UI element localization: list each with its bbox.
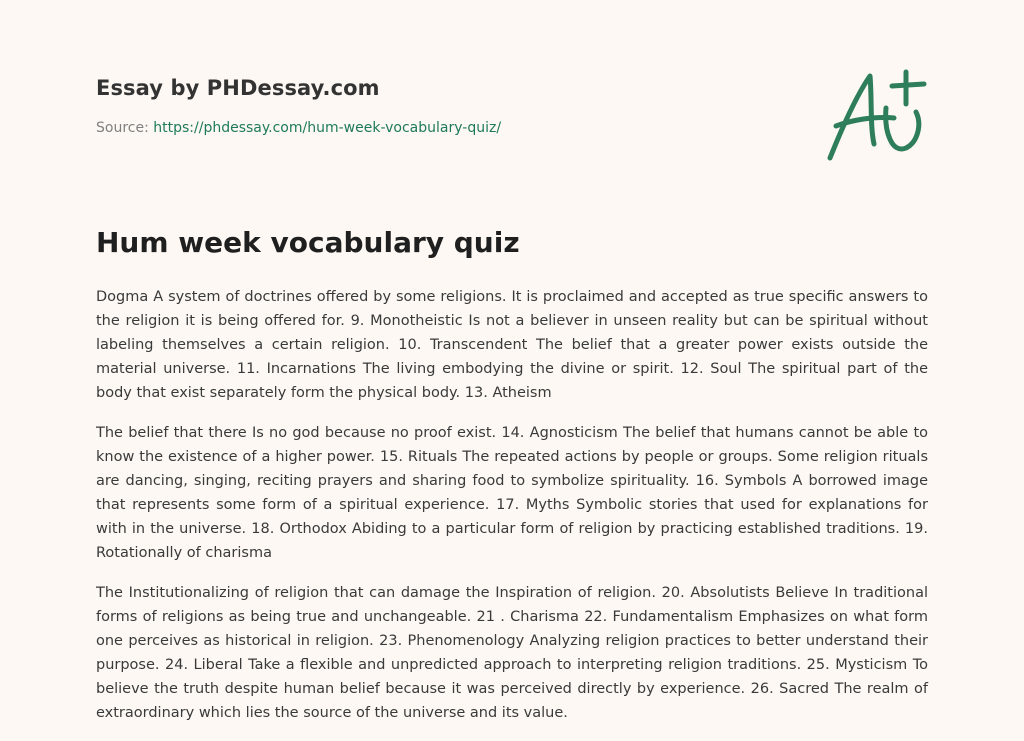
source-link[interactable]: https://phdessay.com/hum-week-vocabulary-quiz/ [153, 120, 502, 136]
essay-paragraph: The Institutionalizing of religion that can damage the Inspiration of religion. 20. Absolutists Believe In traditional forms of religions as being true and unchangeable. 21 . Charisma 22. Fundamentalism Emphasizes on what form one perceives as historical in religion. 23. Phenomenology Analyzing religion practices to better understand their purpose. 24. Liberal Take a flexible and unpredicted approach to interpreting religion traditions. 25. Mysticism To believe the truth despite human belief because it was perceived directly by experience. 26. Sacred The realm of extraordinary which lies the source of the universe and its value. [96, 585, 928, 721]
source-line [96, 120, 928, 136]
a-plus-grade-icon [822, 68, 928, 166]
essay-body [96, 285, 928, 741]
essay-paragraph: Dogma A system of doctrines offered by some religions. It is proclaimed and accepted as true specific answers to the religion it is being offered for. 9. Monotheistic Is not a believer in unseen reality but can be spiritual without labeling themselves a certain religion. 10. Transcendent The belief that a greater power exists outside the material universe. 11. Incarnations The living embodying the divine or spirit. 12. Soul The spiritual part of the body that exist separately form the physical body. 13. Atheism [96, 289, 928, 401]
source-label: Source: [96, 120, 149, 136]
page-header [96, 76, 928, 136]
essay-paragraph: The belief that there Is no god because no proof exist. 14. Agnosticism The belief that humans cannot be able to know the existence of a higher power. 15. Rituals The repeated actions by people or groups. Some religion rituals are dancing, singing, reciting prayers and sharing food to symbolize spirituality. 16. Symbols A borrowed image that represents some form of a spiritual experience. 17. Myths Symbolic stories that used for explanations for with in the universe. 18. Orthodox Abiding to a particular form of religion by practicing established traditions. 19. Rotationally of charisma [96, 425, 928, 561]
essay-title: Hum week vocabulary quiz [96, 226, 520, 259]
brand-title: Essay by PHDessay.com [96, 76, 380, 100]
